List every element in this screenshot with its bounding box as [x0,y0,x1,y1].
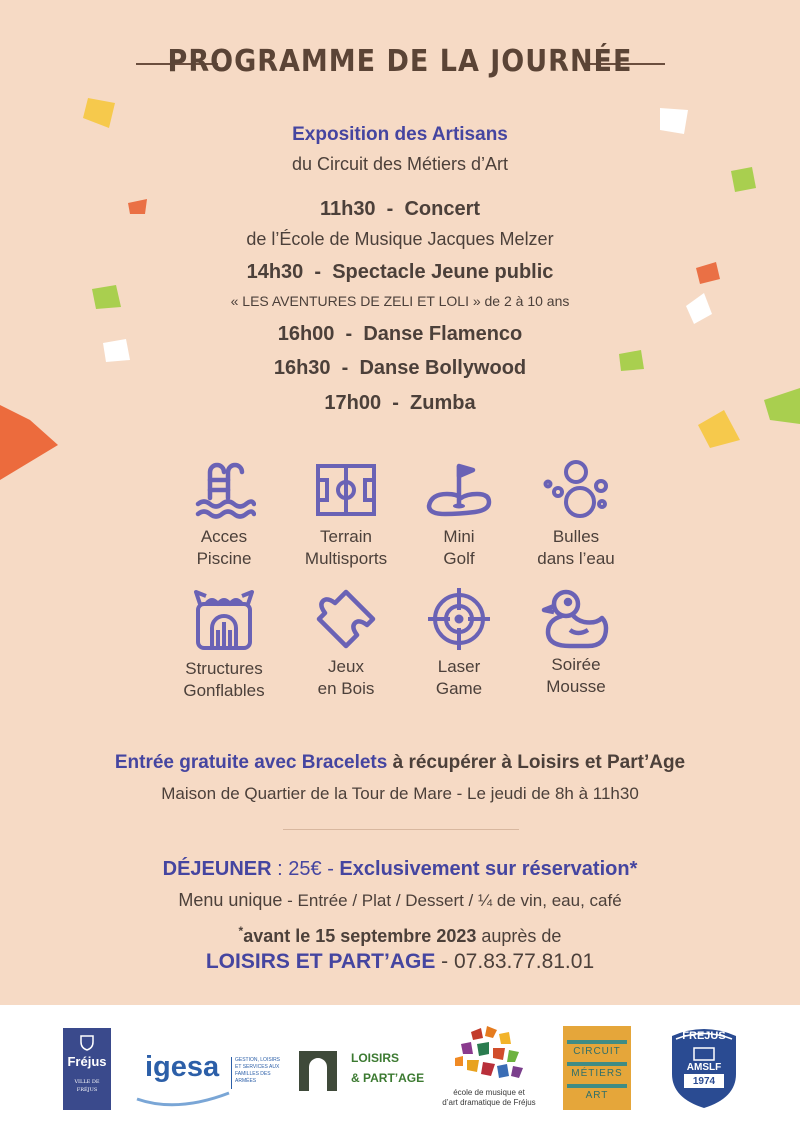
expo-title: Exposition des Artisans [292,124,508,145]
concert-line: 11h30 - Concert [319,198,481,220]
title-row [0,40,800,88]
concert-time: 11h30 [319,198,376,220]
flamenco-time: 16h00 [277,323,335,345]
activity-pool [159,458,289,570]
logo-amslf-top: FREJUS [682,1030,726,1042]
activity-multisports-label [281,526,411,570]
zumba-line: 17h00 - Zumba [324,392,476,414]
zumba-title: Zumba [410,392,476,414]
logo-loisirs-line1: LOISIRS [351,1051,400,1065]
activity-multisports-line1: Terrain [320,527,372,546]
logo-circuit-line3: ART [585,1090,609,1101]
activity-laser-game-label [394,656,524,700]
activity-minigolf-line2: Golf [443,549,475,568]
confetti-yellow-2 [698,410,740,448]
activity-laser-game-line2: Game [435,679,483,698]
activity-foam-party-line1: Soirée [551,655,601,674]
pool-ladder-icon [192,458,256,522]
lunch-menu [0,890,800,911]
activity-bubbles [511,458,641,570]
logo-igesa [133,1049,283,1109]
activity-wood-games-line2: en Bois [317,679,375,698]
lunch-colon: : [277,858,283,880]
activity-wood-games [281,586,411,700]
logo-igesa-divider [231,1057,232,1089]
logo-amslf-year: 1974 [692,1076,716,1087]
activity-inflatables-line2: Gonflables [183,681,265,700]
concert-subtitle: de l’École de Musique Jacques Melzer [246,229,554,249]
deadline-rest: auprès de [481,926,562,946]
logo-circuit-line2: MÉTIERS [571,1068,623,1079]
deadline-date: avant le 15 septembre 2023 [243,926,477,946]
contact-phone: - 07.83.77.81.01 [441,950,595,973]
entry-location: Maison de Quartier de la Tour de Mare - Le jeudi de 8h à 11h30 [161,784,639,803]
lunch-contact [0,950,800,974]
activity-multisports-line2: Multisports [304,549,388,568]
activity-inflatables-label [159,658,289,702]
show-title: Spectacle Jeune public [332,261,554,283]
lunch-star: * [629,858,638,880]
bollywood-line: 16h30 - Danse Bollywood [273,357,527,379]
logo-circuit-line1: CIRCUIT [573,1046,621,1057]
activity-minigolf-label [394,526,524,570]
activity-foam-party [511,586,641,698]
logo-ville-frejus-name: Fréjus [67,1054,107,1069]
ecole-mosaic-icon [437,1022,541,1088]
bubbles-icon [540,458,612,522]
lunch-menu-items: - Entrée / Plat / Dessert / ¼ de vin, eau, café [287,891,622,910]
activity-bubbles-label [511,526,641,570]
activity-inflatables [159,586,289,702]
sports-field-icon [314,458,378,522]
lunch-label: DÉJEUNER [162,858,272,880]
logo-loisirs-partage [297,1045,437,1095]
logo-loisirs-line2: & PART’AGE [351,1071,425,1085]
activity-bubbles-line1: Bulles [552,527,600,546]
circuit-stripe-3 [567,1084,627,1088]
activity-laser-game-line1: Laser [437,657,481,676]
lunch-exclusive: Exclusivement sur réservation [339,858,630,880]
activity-wood-games-label [281,656,411,700]
lunch-price: 25€ [288,858,322,880]
concert-title: Concert [404,198,481,220]
bouncy-castle-icon [190,586,258,654]
logo-ville-frejus [63,1028,111,1110]
flamenco-line: 16h00 - Danse Flamenco [277,323,523,345]
logo-ecole-musique [437,1022,541,1114]
arch-icon [297,1047,339,1091]
entry-rest: à récupérer à Loisirs et Part’Age [392,752,686,773]
activity-pool-line2: Piscine [196,549,252,568]
lunch-dash: - [327,858,334,880]
expo-subtitle: du Circuit des Métiers d’Art [291,154,509,174]
activity-pool-line1: Acces [200,527,248,546]
separator-line [283,829,519,830]
entry-highlight: Entrée gratuite avec Bracelets [114,752,388,773]
entry-line [0,752,800,774]
deadline-star: * [238,924,244,938]
contact-name: LOISIRS ET PART’AGE [205,950,436,973]
lunch-line [0,858,800,881]
show-time: 14h30 [246,261,304,283]
activity-multisports [281,458,411,570]
zumba-time: 17h00 [324,392,382,414]
activity-wood-games-line1: Jeux [328,657,364,676]
activity-minigolf [394,458,524,570]
logo-ecole-line1: école de musique et [453,1088,525,1097]
lunch-menu-label: Menu unique [178,890,283,910]
show-line: 14h30 - Spectacle Jeune public [246,261,554,283]
logo-igesa-name: igesa [145,1051,220,1083]
page-title: PROGRAMME DE LA JOURNÉE [167,44,633,79]
activity-pool-label [159,526,289,570]
frejus-crest-icon [63,1032,111,1054]
flamenco-title: Danse Flamenco [363,323,523,345]
footer-logos [0,1005,800,1135]
logo-igesa-tagline: GESTION, LOISIRS ET SERVICES AUX FAMILLES DES ARMÉES [235,1057,281,1084]
puzzle-icon [313,586,379,652]
activity-foam-party-label [511,654,641,698]
activity-laser-game [394,586,524,700]
logo-amslf-mid: AMSLF [686,1062,722,1073]
activity-minigolf-line1: Mini [443,527,475,546]
activity-foam-party-line2: Mousse [546,677,606,696]
logo-ville-frejus-sub: VILLE DE FRÉJUS [74,1079,100,1093]
bollywood-time: 16h30 [273,357,331,379]
logo-ecole-line2: d’art dramatique de Fréjus [442,1098,536,1107]
logo-amslf [670,1026,738,1110]
lunch-deadline [0,924,800,947]
bollywood-title: Danse Bollywood [359,357,527,379]
crosshair-icon [426,586,492,652]
mini-golf-icon [423,458,495,522]
duck-icon [540,586,612,650]
show-subtitle: « LES AVENTURES DE ZELI ET LOLI » de 2 à 10 ans [230,293,570,309]
circuit-stripe-2 [567,1062,627,1066]
activity-inflatables-line1: Structures [185,659,263,678]
circuit-stripe-1 [567,1040,627,1044]
activity-bubbles-line2: dans l’eau [537,549,615,568]
confetti-orange-big [0,405,58,480]
logo-circuit-metiers-art [563,1026,631,1110]
